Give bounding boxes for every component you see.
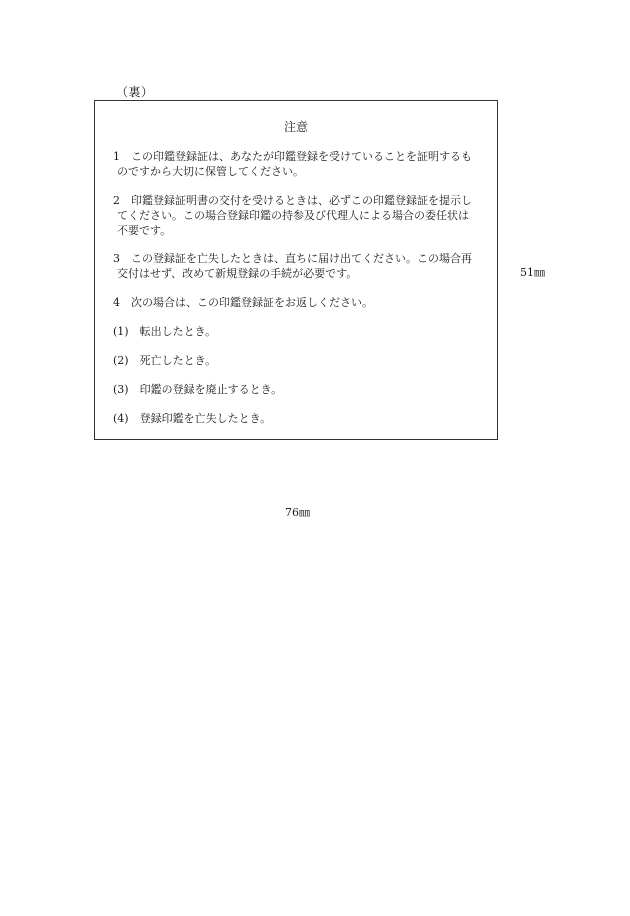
notice-title: 注意 bbox=[283, 120, 308, 134]
notice-item-2-line-1: 2 印鑑登録証明書の交付を受けるときは、必ずこの印鑑登録証を提示し bbox=[113, 194, 472, 207]
height-dimension-label: 51㎜ bbox=[520, 266, 545, 279]
notice-item-2-line-3: 不要です。 bbox=[117, 224, 172, 237]
notice-item-3-line-1: 3 この登録証を亡失したときは、直ちに届け出てください。この場合再 bbox=[113, 252, 472, 265]
sub-item-3: (3) 印鑑の登録を廃止するとき。 bbox=[113, 383, 283, 396]
notice-item-2-line-2: てください。この場合登録印鑑の持参及び代理人による場合の委任状は bbox=[117, 209, 469, 222]
notice-item-4: 4 次の場合は、この印鑑登録証をお返しください。 bbox=[113, 296, 373, 309]
notice-item-3-line-2: 交付はせず、改めて新規登録の手続が必要です。 bbox=[117, 267, 358, 280]
sub-item-4: (4) 登録印鑑を亡失したとき。 bbox=[113, 412, 272, 425]
registration-card-back bbox=[94, 100, 498, 440]
notice-item-1-line-2: のですから大切に保管してください。 bbox=[117, 165, 304, 178]
width-dimension-label: 76㎜ bbox=[285, 506, 310, 519]
sub-item-2: (2) 死亡したとき。 bbox=[113, 354, 217, 367]
notice-item-1-line-1: 1 この印鑑登録証は、あなたが印鑑登録を受けていることを証明するも bbox=[113, 150, 472, 163]
reverse-side-label: （裏） bbox=[116, 85, 154, 99]
sub-item-1: (1) 転出したとき。 bbox=[113, 325, 217, 338]
